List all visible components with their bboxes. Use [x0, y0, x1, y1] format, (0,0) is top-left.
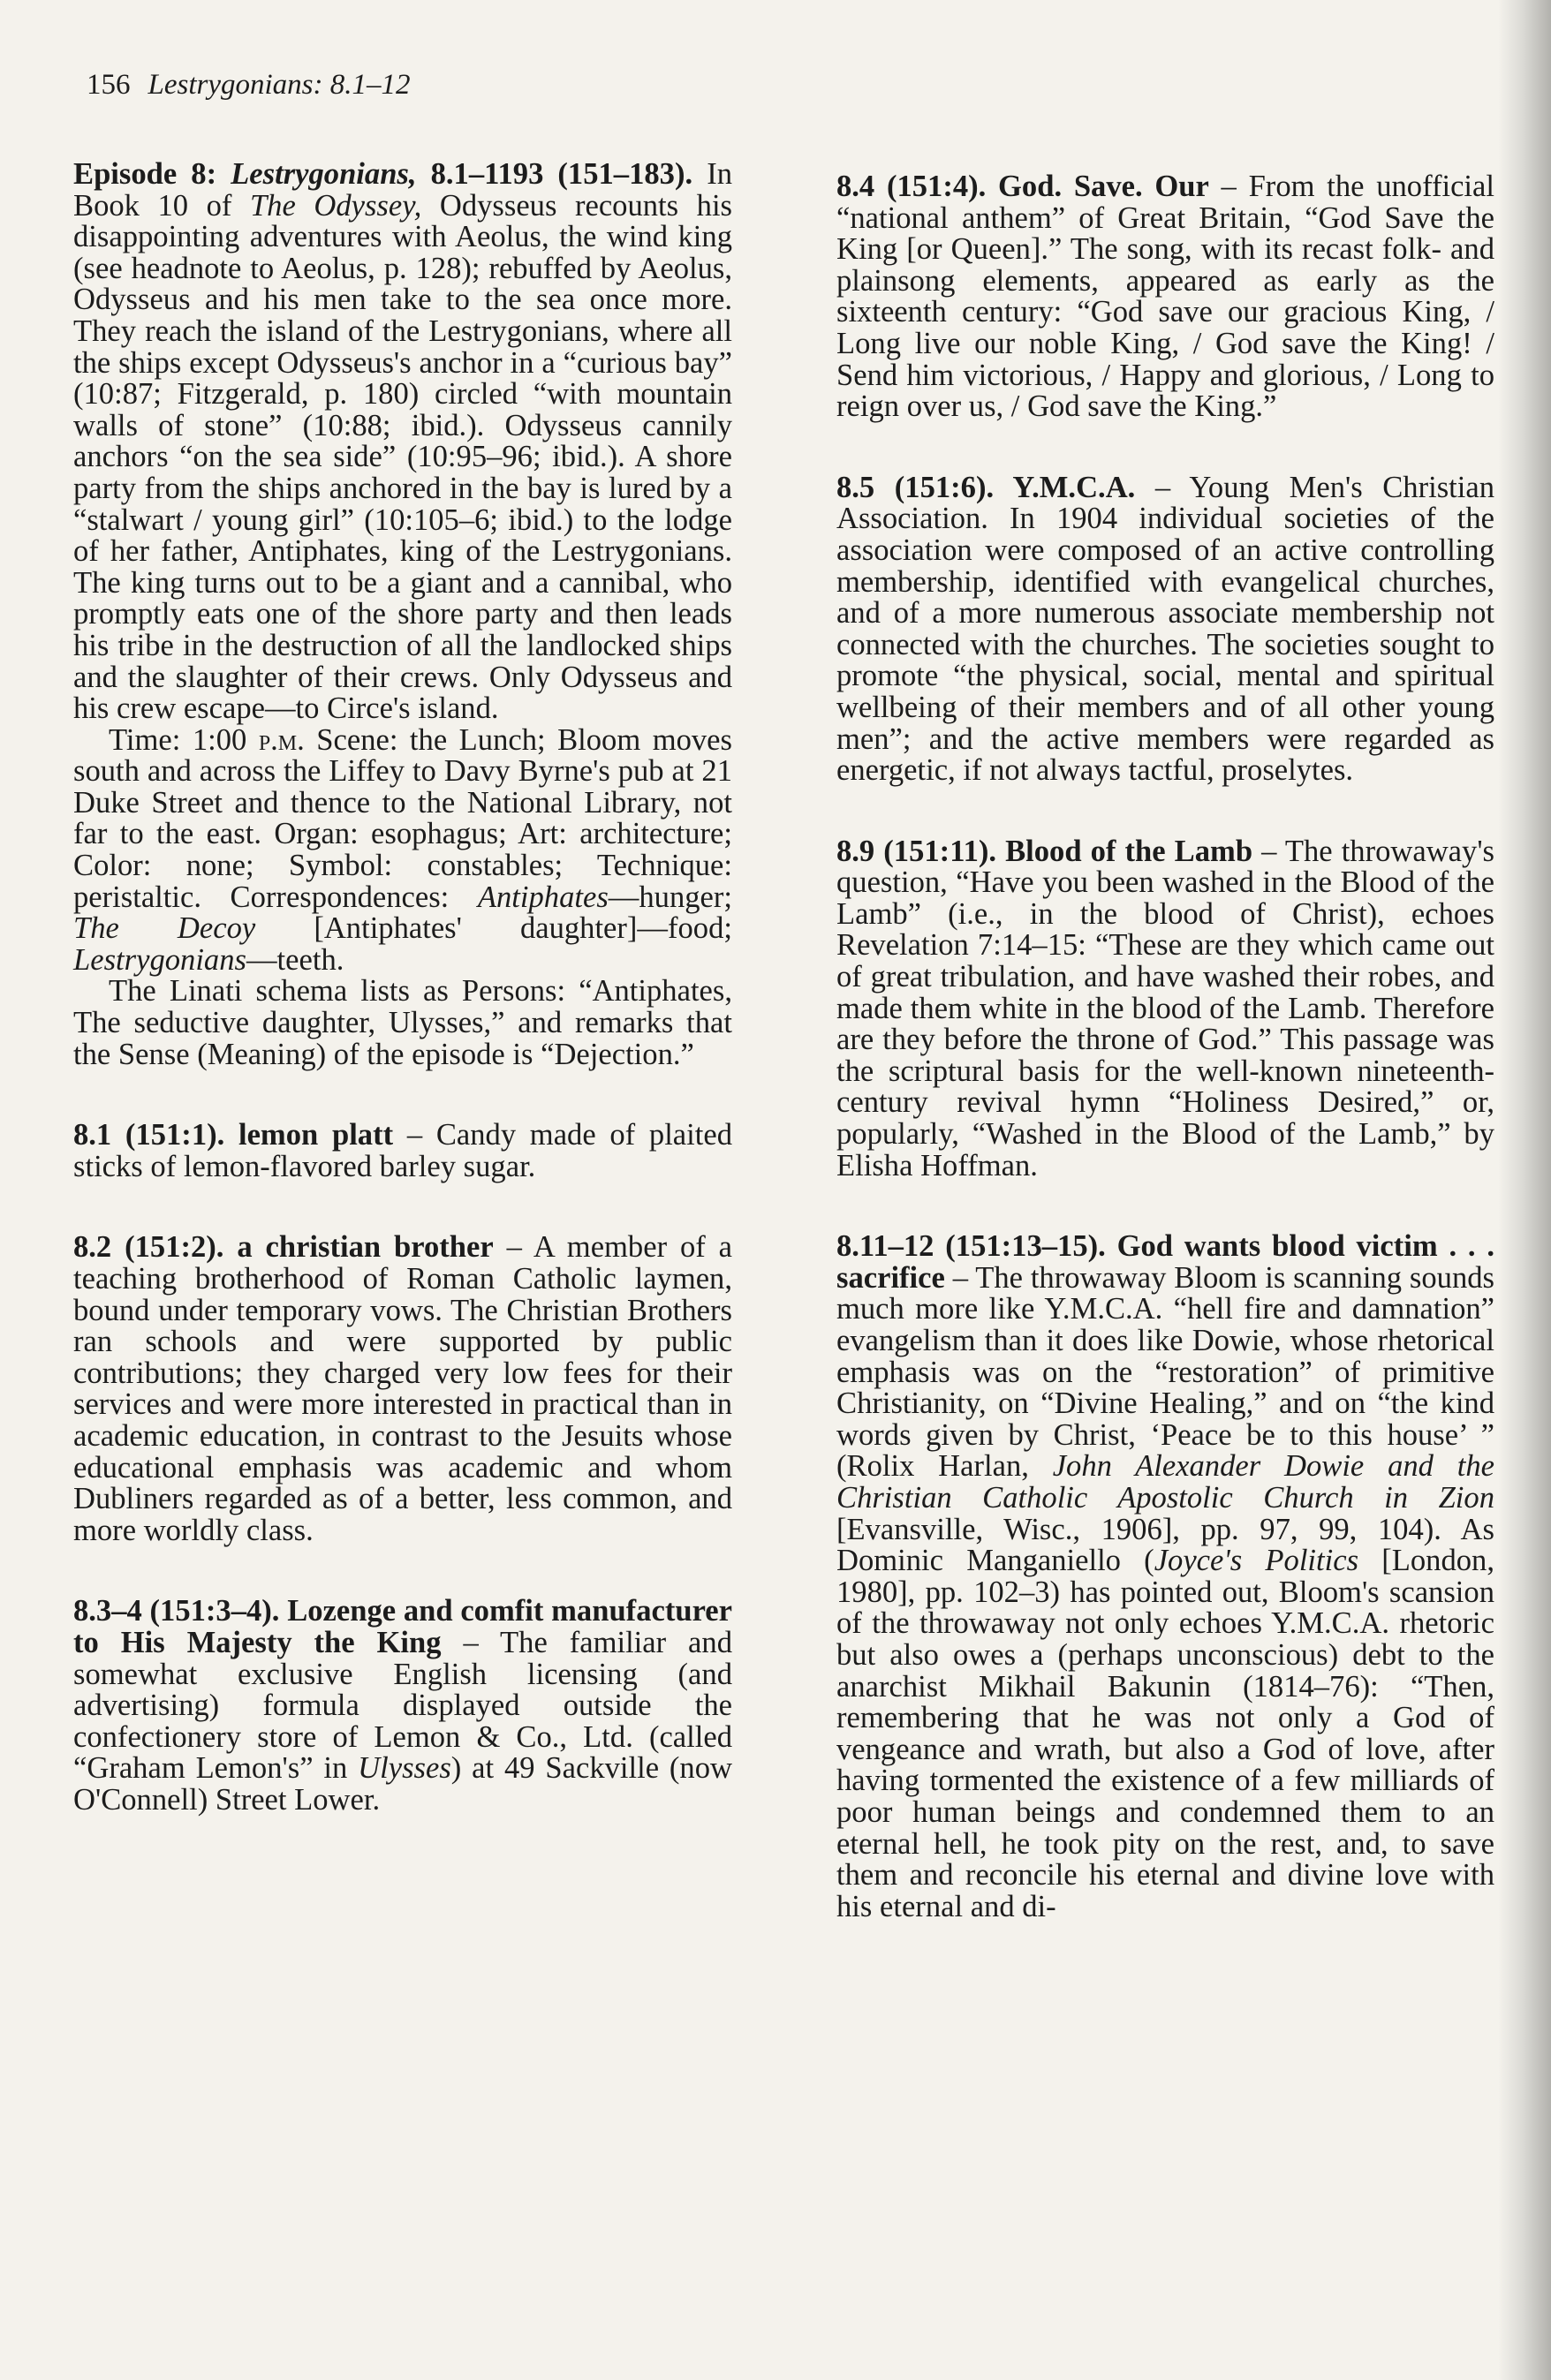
intro-paragraph-2: Time: 1:00 p.m. Scene: the Lunch; Bloom moves south and across the Liffey to Davy Byrne's pub at 21 Duke Street and thence to the National Library, not far to the east. Organ: esophagus; Art: architecture; Color: none; Symbol: constables; Technique: peristaltic. Correspondences: Antiphates—hunger; The Decoy [Antiphates' daughter]—food; Lestrygonians—teeth.: [73, 722, 732, 977]
note-8-3-4: [73, 1596, 732, 1816]
note-lemma: 8.5 (151:6). Y.M.C.A.: [836, 470, 1136, 504]
running-head: [87, 69, 411, 102]
note-8-2: [73, 1232, 732, 1546]
episode-intro: [73, 159, 732, 1070]
page-number: 156: [87, 69, 131, 101]
note-lemma: 8.11–12 (151:13–15). God wants blood victim . . . sacrifice: [836, 1229, 1494, 1295]
note-text: – A member of a teaching brotherhood of Roman Catholic laymen, bound under temporary vows. The Christian Brothers ran schools and were supported by public contributions; they charged very low fees for their services and were more interested in practical than in academic education, in contrast to the Jesuits whose educational emphasis was academic and whom Dubliners regarded as of a better, less common, and more worldly class.: [73, 1230, 733, 1547]
note-lemma: 8.1 (151:1). lemon platt: [73, 1118, 394, 1152]
page-edge-shadow: [1498, 0, 1551, 2380]
intro-paragraph-1: Episode 8: Lestrygonians, 8.1–1193 (151–183). In Book 10 of The Odyssey, Odysseus recounts his disappointing adventures with Aeolus, the wind king (see headnote to Aeolus, p. 128); rebuffed by Aeolus, Odysseus and his men take to the sea once more. They reach the island of the Lestrygonians, where all the ships except Odysseus's anchor in a “curious bay” (10:87; Fitzgerald, p. 180) circled “with mountain walls of stone” (10:88; ibid.). Odysseus cannily anchors “on the sea side” (10:95–96; ibid.). A shore party from the ships anchored in the bay is lured by a “stalwart / young girl” (10:105–6; ibid.) to the lodge of her father, Antiphates, king of the Lestrygonians. The king turns out to be a giant and a cannibal, who promptly eats one of the shore party and then leads his tribe in the destruction of all the landlocked ships and the slaughter of their crews. Only Odysseus and his crew escape—to Circe's island.: [73, 157, 733, 726]
note-text: – From the unofficial “national anthem” of Great Britain, “God Save the King [or Queen].” The song, with its recast folk- and plainsong elements, appeared as early as the sixteenth century: “God save our gracious King, / Long live our noble King, / God save the King! / Send him victorious, / Happy and glorious, / Long to reign over us, / God save the King.”: [836, 170, 1494, 424]
intro-lemma: Episode 8: Lestrygonians, 8.1–1193 (151–183).: [73, 157, 693, 191]
note-8-11-12: [836, 1231, 1494, 1923]
running-title: Lestrygonians: 8.1–12: [148, 69, 411, 101]
note-text: – The familiar and somewhat exclusive English licensing (and advertising) formula displayed outside the confectionery store of Lemon & Co., Ltd. (called “Graham Lemon's” in Ulysses) at 49 Sackville (now O'Connell) Street Lower.: [73, 1625, 732, 1817]
note-8-9: [836, 836, 1494, 1182]
note-lemma: 8.9 (151:11). Blood of the Lamb: [836, 834, 1253, 868]
intro-paragraph-3: The Linati schema lists as Persons: “Antiphates, The seductive daughter, Ulysses,” and remarks that the Sense (Meaning) of the episode is “Dejection.”: [73, 974, 732, 1071]
note-text: – Candy made of plaited sticks of lemon-flavored barley sugar.: [73, 1118, 732, 1183]
left-column: [73, 159, 732, 1866]
note-lemma: 8.3–4 (151:3–4). Lozenge and comfit manufacturer to His Majesty the King: [73, 1594, 732, 1659]
note-text: – The throwaway Bloom is scanning sounds much more like Y.M.C.A. “hell fire and damnation” evangelism than it does like Dowie, whose rhetorical emphasis was on the “restoration” of primitive Christianity, on “Divine Healing,” and on “the kind words given by Christ, ‘Peace be to this house’ ” (Rolix Harlan, John Alexander Dowie and the Christian Catholic Apostolic Church in Zion [Evansville, Wisc., 1906], pp. 97, 99, 104). As Dominic Manganiello (Joyce's Politics [London, 1980], pp. 102–3) has pointed out, Bloom's scansion of the throwaway not only echoes Y.M.C.A. rhetoric but also owes a (perhaps unconscious) debt to the anarchist Mikhail Bakunin (1814–76): “Then, remembering that he was not only a God of vengeance and wrath, but also a God of love, after having tormented the existence of a few milliards of poor human beings and condemned them to an eternal hell, he took pity on the rest, and, to save them and reconcile his eternal and divine love with his eternal and di-: [836, 1260, 1494, 1923]
note-lemma: 8.4 (151:4). God. Save. Our: [836, 170, 1209, 203]
note-text: – The throwaway's question, “Have you been washed in the Blood of the Lamb” (i.e., in the blood of Christ), echoes Revelation 7:14–15: “These are they which came out of great tribulation, and have washed their robes, and made them white in the blood of the Lamb. Therefore are they before the throne of God.” This passage was the scriptural basis for the well-known nineteenth-century revival hymn “Holiness Desired,” or, popularly, “Washed in the Blood of the Lamb,” by Elisha Hoffman.: [836, 834, 1495, 1182]
note-8-5: [836, 472, 1494, 787]
note-8-1: [73, 1120, 732, 1182]
note-text: – Young Men's Christian Association. In 1904 individual societies of the association were composed of an active controlling membership, identified with evangelical churches, and of a more numerous associate membership not connected with the churches. The societies sought to promote “the physical, social, mental and spiritual wellbeing of their members and of all other young men”; and the active members were regarded as energetic, if not always tactful, proselytes.: [836, 470, 1494, 788]
right-column: [836, 159, 1494, 1972]
note-lemma: 8.2 (151:2). a christian brother: [73, 1230, 494, 1265]
note-8-4: [836, 171, 1494, 423]
